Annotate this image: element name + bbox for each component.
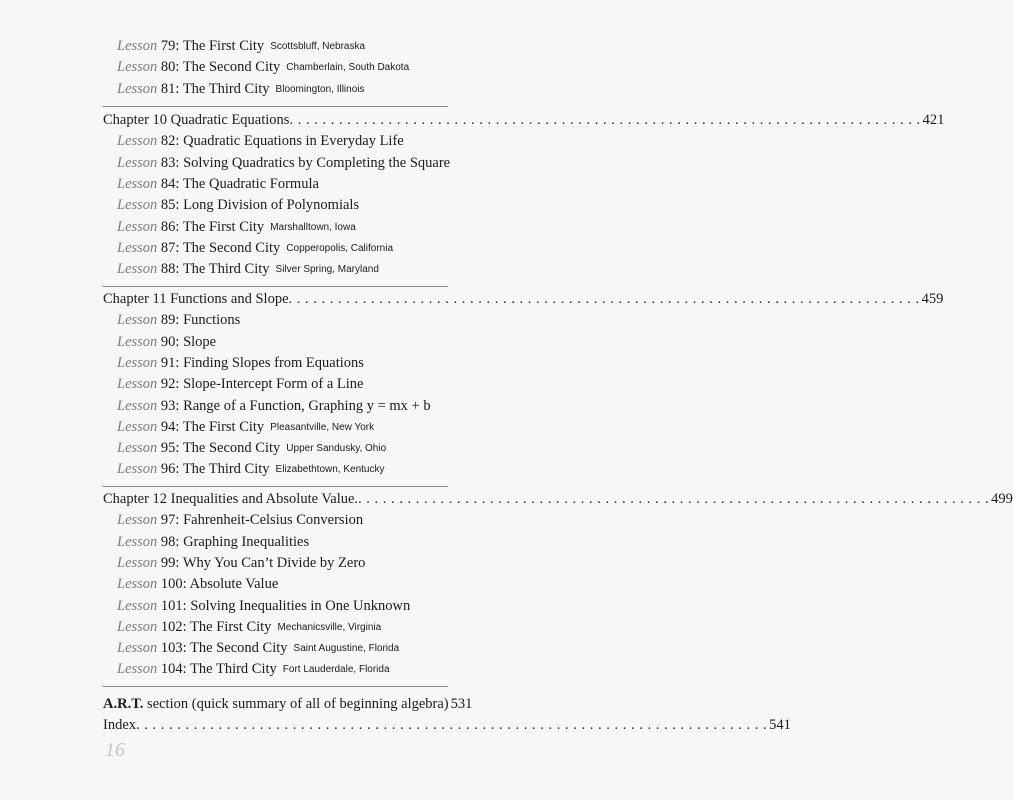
lesson-number: 103 — [160, 640, 183, 657]
lesson-entry[interactable] — [0, 237, 474, 259]
lesson-word: Lesson — [117, 440, 158, 457]
lesson-title: : Slope — [175, 333, 217, 350]
lesson-title: : The First City — [175, 38, 265, 54]
section-divider — [103, 686, 448, 687]
chapter-page: 421 — [922, 112, 945, 128]
lesson-word: Lesson — [117, 218, 158, 235]
lesson-entry[interactable] — [0, 637, 474, 659]
lesson-city: Marshalltown, Iowa — [270, 221, 356, 233]
lesson-title: : Solving Quadratics by Completing the Square — [175, 154, 451, 171]
chapter-page: 459 — [921, 291, 944, 307]
lesson-number: 86 — [160, 218, 176, 235]
lesson-title: : Fahrenheit-Celsius Conversion — [175, 512, 364, 529]
lesson-number: 92 — [160, 376, 176, 393]
lesson-word: Lesson — [117, 261, 158, 278]
chapter-heading[interactable] — [0, 288, 944, 310]
lesson-word: Lesson — [117, 554, 158, 571]
chapter-title: Chapter 12 Inequalities and Absolute Value. — [103, 491, 359, 507]
chapter-page: 499 — [991, 491, 1013, 507]
lesson-number: 82 — [160, 133, 176, 150]
chapter-leader — [103, 488, 1013, 510]
lesson-entry[interactable] — [0, 595, 474, 617]
lesson-word: Lesson — [117, 80, 158, 97]
lesson-city: Scottsbluff, Nebraska — [270, 41, 366, 52]
back-title-wrap — [103, 693, 449, 715]
lesson-word: Lesson — [117, 175, 158, 192]
lesson-entry[interactable] — [0, 573, 474, 595]
back-title: section (quick summary of all of beginning algebra) — [143, 696, 449, 712]
section-divider — [103, 106, 448, 107]
chapter-heading[interactable] — [0, 488, 1013, 510]
chapter-heading[interactable] — [0, 109, 945, 131]
lesson-entry[interactable] — [0, 531, 474, 553]
lesson-title: : The Second City — [182, 640, 288, 657]
dot-leader: . . . . . . . . . . . . . . . . . . . . . . . . . . . . . . . . . . . . . . . . . . . . . . . . . . . . . . . . . . . . . . . . . . . . . . . . . . . . . — [288, 291, 920, 307]
lesson-number: 87 — [160, 239, 176, 256]
lesson-number: 96 — [160, 461, 176, 478]
lesson-entry[interactable] — [0, 78, 474, 100]
lesson-number: 90 — [160, 333, 176, 350]
back-leader — [103, 693, 473, 715]
lesson-word: Lesson — [117, 418, 158, 435]
lesson-number: 97 — [160, 512, 176, 529]
lesson-title: : Functions — [175, 312, 241, 329]
lesson-number: 104 — [160, 661, 183, 678]
dot-leader: . . . . . . . . . . . . . . . . . . . . . . . . . . . . . . . . . . . . . . . . . . . . . . . . . . . . . . . . . . . . . . . . . . . . . . . . . . . . . — [358, 491, 990, 507]
lesson-word: Lesson — [117, 133, 158, 150]
lesson-word: Lesson — [117, 59, 158, 76]
chapter-leader — [103, 288, 944, 310]
lesson-word: Lesson — [117, 661, 158, 678]
lesson-entry[interactable] — [0, 658, 474, 680]
chapter-leader — [103, 109, 945, 131]
lesson-title: : The Second City — [175, 440, 281, 457]
lesson-entry[interactable] — [0, 194, 474, 216]
lesson-title: : The Third City — [175, 461, 270, 478]
lesson-title: : Range of a Function, Graphing y = mx + b — [175, 397, 431, 414]
lesson-number: 88 — [160, 261, 176, 278]
lesson-number: 93 — [160, 397, 176, 414]
lesson-title: : The Quadratic Formula — [175, 175, 319, 192]
lesson-entry[interactable] — [0, 56, 474, 78]
lesson-entry[interactable] — [0, 552, 474, 574]
lesson-city: Chamberlain, South Dakota — [286, 62, 410, 74]
dot-leader: . . . . . . . . . . . . . . . . . . . . . . . . . . . . . . . . . . . . . . . . . . . . . . . . . . . . . . . . . . . . . . . . . . . . . . . . . . . . . — [289, 112, 921, 128]
lesson-number: 95 — [160, 440, 176, 457]
lesson-city: Mechanicsville, Virginia — [277, 621, 382, 633]
lesson-word: Lesson — [117, 239, 158, 256]
art-section-entry[interactable] — [0, 693, 474, 715]
lesson-entry[interactable] — [0, 309, 474, 331]
lesson-word: Lesson — [117, 597, 158, 614]
lesson-title: : Finding Slopes from Equations — [175, 354, 364, 371]
lesson-word: Lesson — [117, 376, 158, 393]
lesson-number: 98 — [160, 533, 176, 550]
lesson-entry[interactable] — [0, 373, 474, 395]
lesson-entry[interactable] — [0, 395, 474, 417]
lesson-title: : Long Division of Polynomials — [175, 197, 360, 214]
lesson-title: : Slope-Intercept Form of a Line — [175, 376, 364, 393]
lesson-title: : Why You Can’t Divide by Zero — [175, 554, 366, 571]
dot-leader: . . . . . . . . . . . . . . . . . . . . . . . . . . . . . . . . . . . . . . . . . . . . . . . . . . . . . . . . . . . . . . . . . . . . . . . . . . . . . — [136, 717, 768, 734]
lesson-word: Lesson — [117, 197, 158, 214]
lesson-word: Lesson — [117, 576, 158, 593]
back-leader — [103, 714, 791, 736]
lesson-entry[interactable] — [0, 437, 474, 459]
lesson-title: : The Third City — [175, 261, 270, 278]
lesson-entry[interactable] — [0, 152, 474, 174]
chapter-title: Chapter 10 Quadratic Equations — [103, 112, 290, 128]
lesson-title: : Solving Inequalities in One Unknown — [182, 597, 411, 614]
lesson-number: 91 — [160, 354, 176, 371]
lesson-word: Lesson — [117, 397, 158, 414]
lesson-word: Lesson — [117, 333, 158, 350]
back-page: 541 — [769, 717, 791, 734]
lesson-word: Lesson — [117, 512, 158, 529]
lesson-entry[interactable] — [0, 130, 474, 152]
lesson-city: Elizabethtown, Kentucky — [275, 464, 385, 476]
back-title: Index — [103, 717, 137, 734]
lesson-number: 99 — [160, 554, 176, 571]
lesson-number: 83 — [160, 154, 176, 171]
lesson-city: Pleasantville, New York — [270, 421, 375, 433]
art-label: A.R.T. — [103, 696, 144, 712]
lesson-entry[interactable] — [0, 352, 474, 374]
lesson-number: 81 — [160, 80, 176, 97]
lesson-number: 94 — [160, 418, 176, 435]
lesson-title: : The First City — [182, 618, 272, 635]
lesson-city: Fort Lauderdale, Florida — [282, 664, 390, 676]
lesson-number: 80 — [160, 59, 176, 76]
chapter-title: Chapter 11 Functions and Slope — [103, 291, 289, 307]
lesson-entry[interactable] — [0, 616, 474, 638]
lesson-entry[interactable] — [0, 416, 474, 438]
lesson-entry[interactable] — [0, 173, 474, 195]
lesson-number: 84 — [160, 175, 176, 192]
page-folio: 16 — [105, 739, 125, 761]
lesson-word: Lesson — [117, 154, 158, 171]
lesson-word: Lesson — [117, 640, 158, 657]
lesson-number: 100 — [160, 576, 183, 593]
lesson-word: Lesson — [117, 312, 158, 329]
lesson-number: 85 — [160, 197, 176, 214]
back-page: 531 — [450, 696, 473, 712]
lesson-city: Upper Sandusky, Ohio — [286, 443, 387, 455]
lesson-title: : Quadratic Equations in Everyday Life — [175, 133, 404, 150]
section-divider — [103, 486, 448, 487]
lesson-title: : Absolute Value — [182, 576, 279, 593]
lesson-number: 89 — [160, 312, 176, 329]
lesson-title: : The Second City — [175, 59, 281, 76]
lesson-entry[interactable] — [0, 331, 474, 353]
lesson-title: : The First City — [175, 418, 265, 435]
lesson-city: Copperopolis, California — [286, 242, 394, 254]
lesson-number: 101 — [160, 597, 183, 614]
lesson-title: : Graphing Inequalities — [175, 533, 310, 550]
lesson-city: Bloomington, Illinois — [275, 83, 365, 95]
lesson-title: : The First City — [175, 218, 265, 235]
lesson-entry[interactable] — [0, 509, 474, 531]
lesson-entry[interactable] — [0, 35, 474, 57]
lesson-city: Saint Augustine, Florida — [293, 643, 400, 655]
index-entry[interactable] — [0, 714, 791, 736]
section-divider — [103, 286, 448, 287]
lesson-number: 79 — [160, 38, 176, 54]
back-title-wrap — [103, 714, 136, 736]
lesson-city: Silver Spring, Maryland — [275, 264, 379, 276]
lesson-title: : The Third City — [175, 80, 270, 97]
lesson-title: : The Third City — [182, 661, 277, 678]
lesson-entry[interactable] — [0, 216, 474, 238]
lesson-number: 102 — [160, 618, 183, 635]
lesson-entry[interactable] — [0, 258, 474, 280]
lesson-entry[interactable] — [0, 458, 474, 480]
lesson-word: Lesson — [117, 461, 158, 478]
lesson-word: Lesson — [117, 533, 158, 550]
lesson-word: Lesson — [117, 38, 158, 54]
lesson-word: Lesson — [117, 354, 158, 371]
lesson-word: Lesson — [117, 618, 158, 635]
lesson-title: : The Second City — [175, 239, 281, 256]
